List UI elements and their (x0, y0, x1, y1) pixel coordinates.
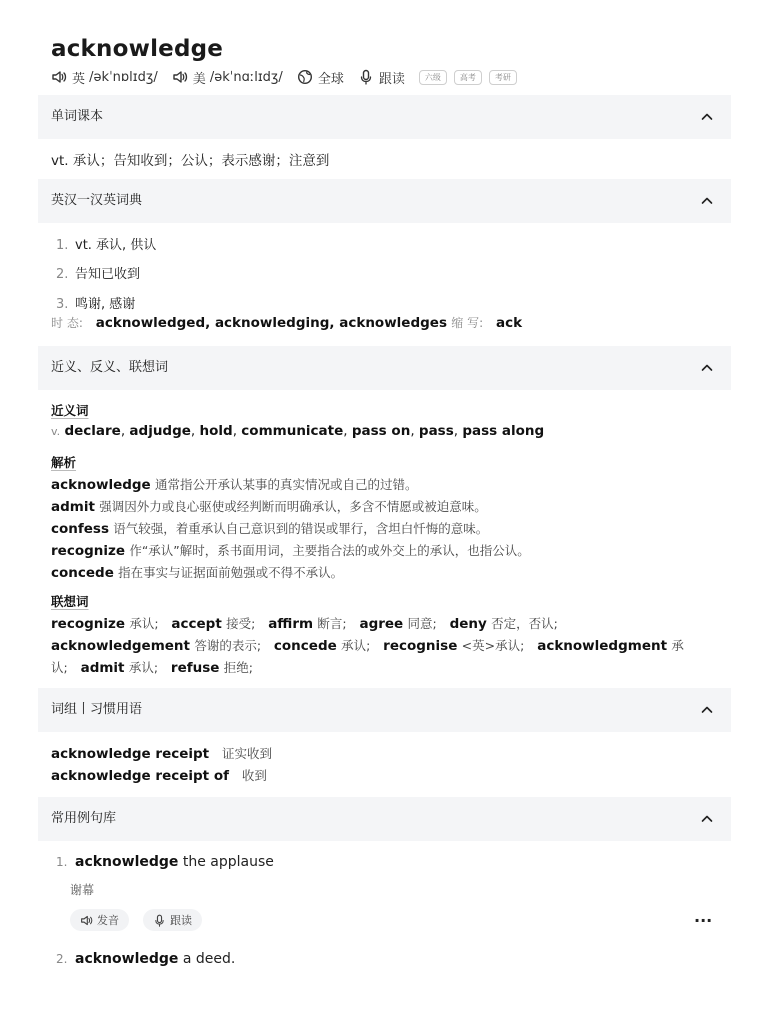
follow-read-button[interactable] (358, 68, 405, 87)
synonym-link[interactable]: pass along (462, 423, 545, 439)
synonym-link[interactable]: communicate (241, 423, 344, 439)
speaker-icon (51, 69, 67, 85)
associated-line: 认; admit 承认; refuse 拒绝; (51, 660, 253, 676)
associated-word[interactable]: recognize (51, 616, 126, 632)
associated-word[interactable]: accept (171, 616, 222, 632)
synonyms-heading: 近义词 (51, 403, 89, 418)
uk-ipa: /əkˈnɒlɪdʒ/ (89, 69, 158, 85)
us-label: 美 (192, 71, 206, 87)
associated-line: acknowledgement 答谢的表示; concede 承认; recognise <英>承认; acknowledgment 承 (51, 638, 684, 654)
example-translation: 谢幕 (70, 883, 95, 897)
section-header-dictionary[interactable] (38, 179, 731, 223)
global-pronunciation-button[interactable] (297, 68, 344, 87)
section-header-examples[interactable] (38, 797, 731, 841)
pronunciation-row (51, 67, 524, 87)
section-title: 近义、反义、联想词 (51, 360, 169, 375)
section-header-course[interactable] (38, 95, 731, 139)
speaker-icon (80, 914, 93, 927)
exam-tag: 考研 (489, 70, 517, 85)
synonyms-list: v. declare, adjudge, hold, communicate, pass on, pass, pass along (51, 423, 545, 439)
phrase-item: acknowledge receipt of 收到 (51, 768, 267, 784)
follow-label: 跟读 (378, 71, 405, 87)
microphone-icon (358, 69, 374, 85)
associated-word[interactable]: acknowledgement (51, 638, 191, 654)
analysis-heading: 解析 (51, 455, 77, 470)
sense-item: 1. vt. 承认, 供认 (56, 238, 157, 253)
example-sentence: 1. acknowledge the applause (56, 854, 274, 870)
uk-pronunciation-button[interactable] (51, 68, 158, 87)
exam-tag: 六级 (419, 70, 447, 85)
chevron-up-icon[interactable] (701, 704, 713, 716)
section-header-phrases[interactable] (38, 688, 731, 732)
uk-label: 英 (72, 71, 86, 87)
abbr-label: 缩 写: (451, 316, 484, 330)
tense-forms: acknowledged, acknowledging, acknowledges (95, 315, 447, 331)
headword: acknowledge (51, 36, 224, 62)
pronounce-button[interactable]: 发音 (70, 909, 129, 931)
sense-item: 2. 告知已收到 (56, 267, 141, 282)
synonym-link[interactable]: pass (418, 423, 454, 439)
phrase-link[interactable]: acknowledge receipt (51, 746, 210, 762)
section-title: 英汉一汉英词典 (51, 193, 143, 208)
course-definition: vt. 承认；告知收到；公认；表示感谢；注意到 (51, 153, 330, 169)
section-header-thesaurus[interactable] (38, 346, 731, 390)
associated-word[interactable]: agree (359, 616, 404, 632)
chevron-up-icon[interactable] (701, 813, 713, 825)
us-ipa: /əkˈnɑːlɪdʒ/ (209, 69, 283, 85)
associated-word[interactable]: acknowledgment (537, 638, 668, 654)
analysis-item: concede 指在事实与证据面前勉强或不得不承认。 (51, 565, 344, 581)
associated-line: recognize 承认; accept 接受; affirm 断言; agree 同意; deny 否定，否认; (51, 616, 558, 632)
synonym-link[interactable]: declare (64, 423, 121, 439)
phrase-link[interactable]: acknowledge receipt of (51, 768, 229, 784)
associated-word[interactable]: recognise (383, 638, 458, 654)
tense-label: 时 态: (51, 316, 83, 330)
global-label: 全球 (317, 71, 344, 87)
microphone-icon (153, 914, 166, 927)
more-options-button[interactable]: ··· (694, 911, 713, 930)
associated-heading: 联想词 (51, 594, 89, 609)
section-title: 单词课本 (51, 109, 104, 124)
us-pronunciation-button[interactable] (172, 68, 283, 87)
exam-tag: 高考 (454, 70, 482, 85)
word-forms (51, 314, 522, 331)
follow-read-button[interactable]: 跟读 (143, 909, 202, 931)
analysis-item: confess 语气较强，着重承认自己意识到的错误或罪行，含坦白忏悔的意味。 (51, 521, 489, 537)
synonym-link[interactable]: adjudge (129, 423, 191, 439)
phrase-item: acknowledge receipt 证实收到 (51, 746, 273, 762)
chevron-up-icon[interactable] (701, 111, 713, 123)
analysis-item: acknowledge 通常指公开承认某事的真实情况或自己的过错。 (51, 477, 418, 493)
section-title: 词组丨习惯用语 (51, 702, 143, 717)
speaker-icon (172, 69, 188, 85)
associated-word[interactable]: refuse (170, 660, 220, 676)
abbr-value: ack (496, 315, 523, 331)
analysis-item: recognize 作“承认”解时，系书面用词，主要指合法的或外交上的承认，也指公认。 (51, 543, 530, 559)
globe-icon (297, 69, 313, 85)
associated-word[interactable]: admit (80, 660, 125, 676)
associated-word[interactable]: deny (449, 616, 487, 632)
synonym-link[interactable]: hold (199, 423, 233, 439)
example-sentence: 2. acknowledge a deed. (56, 951, 236, 967)
chevron-up-icon[interactable] (701, 195, 713, 207)
sense-item: 3. 鸣谢, 感谢 (56, 297, 136, 312)
synonym-link[interactable]: pass on (351, 423, 411, 439)
associated-word[interactable]: concede (273, 638, 337, 654)
section-title: 常用例句库 (51, 811, 117, 826)
chevron-up-icon[interactable] (701, 362, 713, 374)
associated-word[interactable]: affirm (268, 616, 314, 632)
analysis-item: admit 强调因外力或良心驱使或经判断而明确承认，多含不情愿或被迫意味。 (51, 499, 487, 515)
